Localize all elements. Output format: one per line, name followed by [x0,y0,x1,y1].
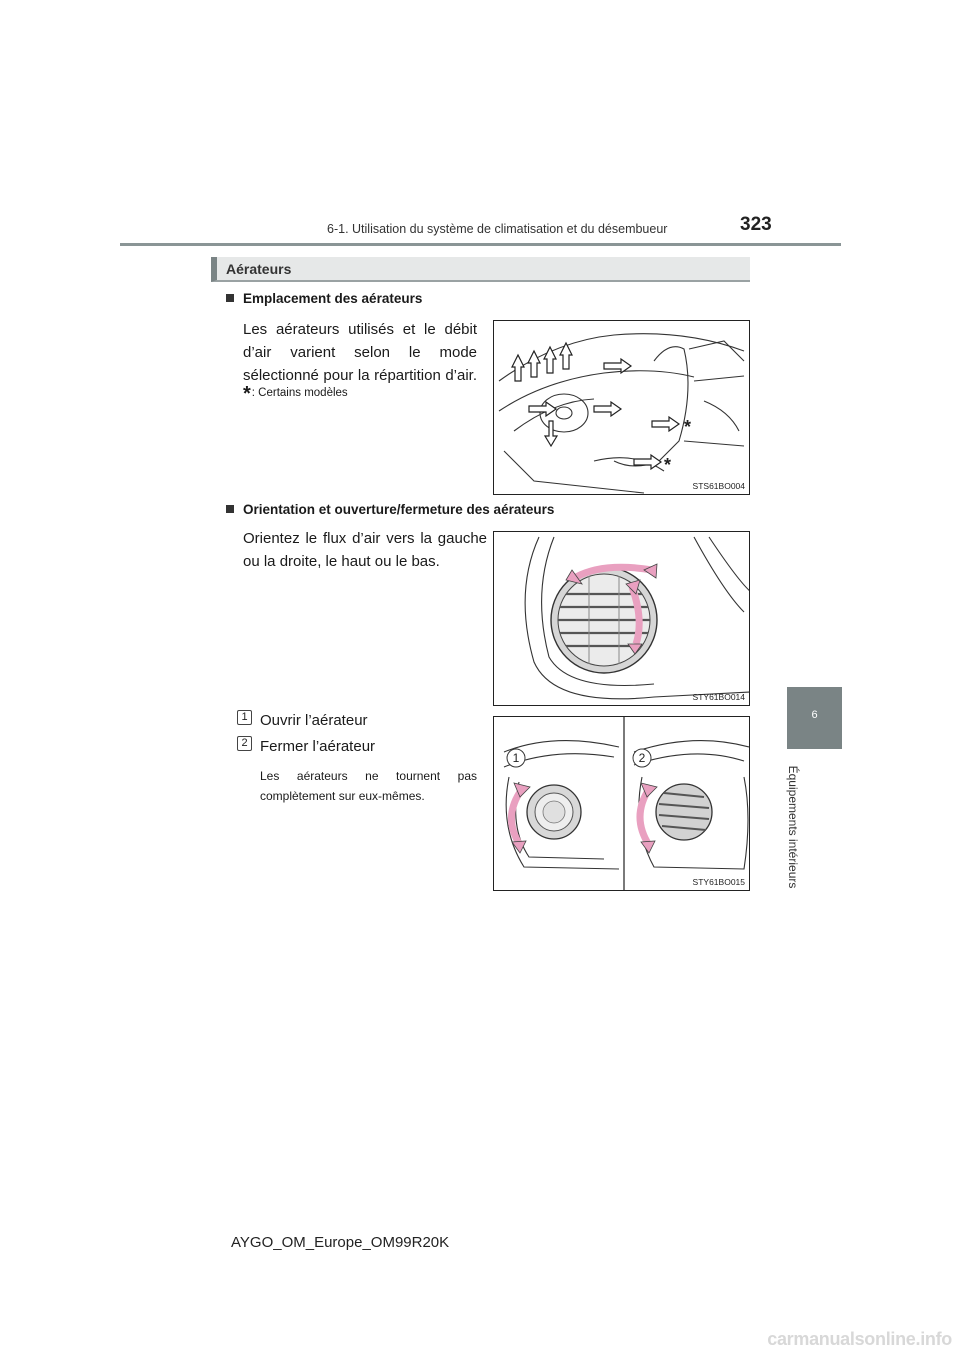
figure-callout-2: 2 [638,751,646,765]
open-close-note: Les aérateurs ne tournent pas complètement sur eux-mêmes. [260,769,477,803]
figure-code: STY61BO014 [692,692,745,702]
footer-code: AYGO_OM_Europe_OM99R20K [231,1234,450,1251]
item-1-badge: 1 [237,710,252,725]
cabin-illustration [494,321,750,495]
vent-open-close-illustration [494,717,750,891]
note-asterisk: * [243,383,251,405]
vent-orientation-illustration [494,532,750,706]
location-note [243,383,348,406]
figure-star-1: * [684,417,692,437]
page-number: 323 [740,214,772,235]
item-2-label: Fermer l’aérateur [260,738,376,755]
figure-code: STS61BO004 [692,481,745,491]
header-rule [120,243,841,246]
location-text: Les aérateurs utilisés et le débit d’air varient selon le mode sélectionné pour la répartition d’air. [243,321,477,384]
figure-vent-locations [493,320,750,495]
running-header: 6-1. Utilisation du système de climatisation et du désembueur [327,222,668,236]
chapter-label: Équipements intérieurs [786,765,800,889]
figure-code: STY61BO015 [692,877,745,887]
figure-star-2: * [664,455,672,475]
watermark: carmanualsonline.info [767,1329,952,1349]
figure-callout-1: 1 [512,751,520,765]
subheading-orientation: Orientation et ouverture/fermeture des aérateurs [226,502,554,517]
item-2-badge: 2 [237,736,252,751]
figure-vent-orientation [493,531,750,706]
figure-vent-open-close [493,716,750,891]
chapter-label-wrap [780,762,806,892]
item-1-label: Ouvrir l’aérateur [260,712,368,729]
chapter-tab [787,687,842,749]
section-heading-bar [211,257,750,282]
note-text: : Certains modèles [251,387,348,399]
chapter-number: 6 [811,709,818,721]
section-title: Aérateurs [226,261,292,277]
subheading-location: Emplacement des aérateurs [226,291,422,306]
orientation-text: Orientez le flux d’air vers la gauche ou la droite, le haut ou le bas. [243,530,487,570]
